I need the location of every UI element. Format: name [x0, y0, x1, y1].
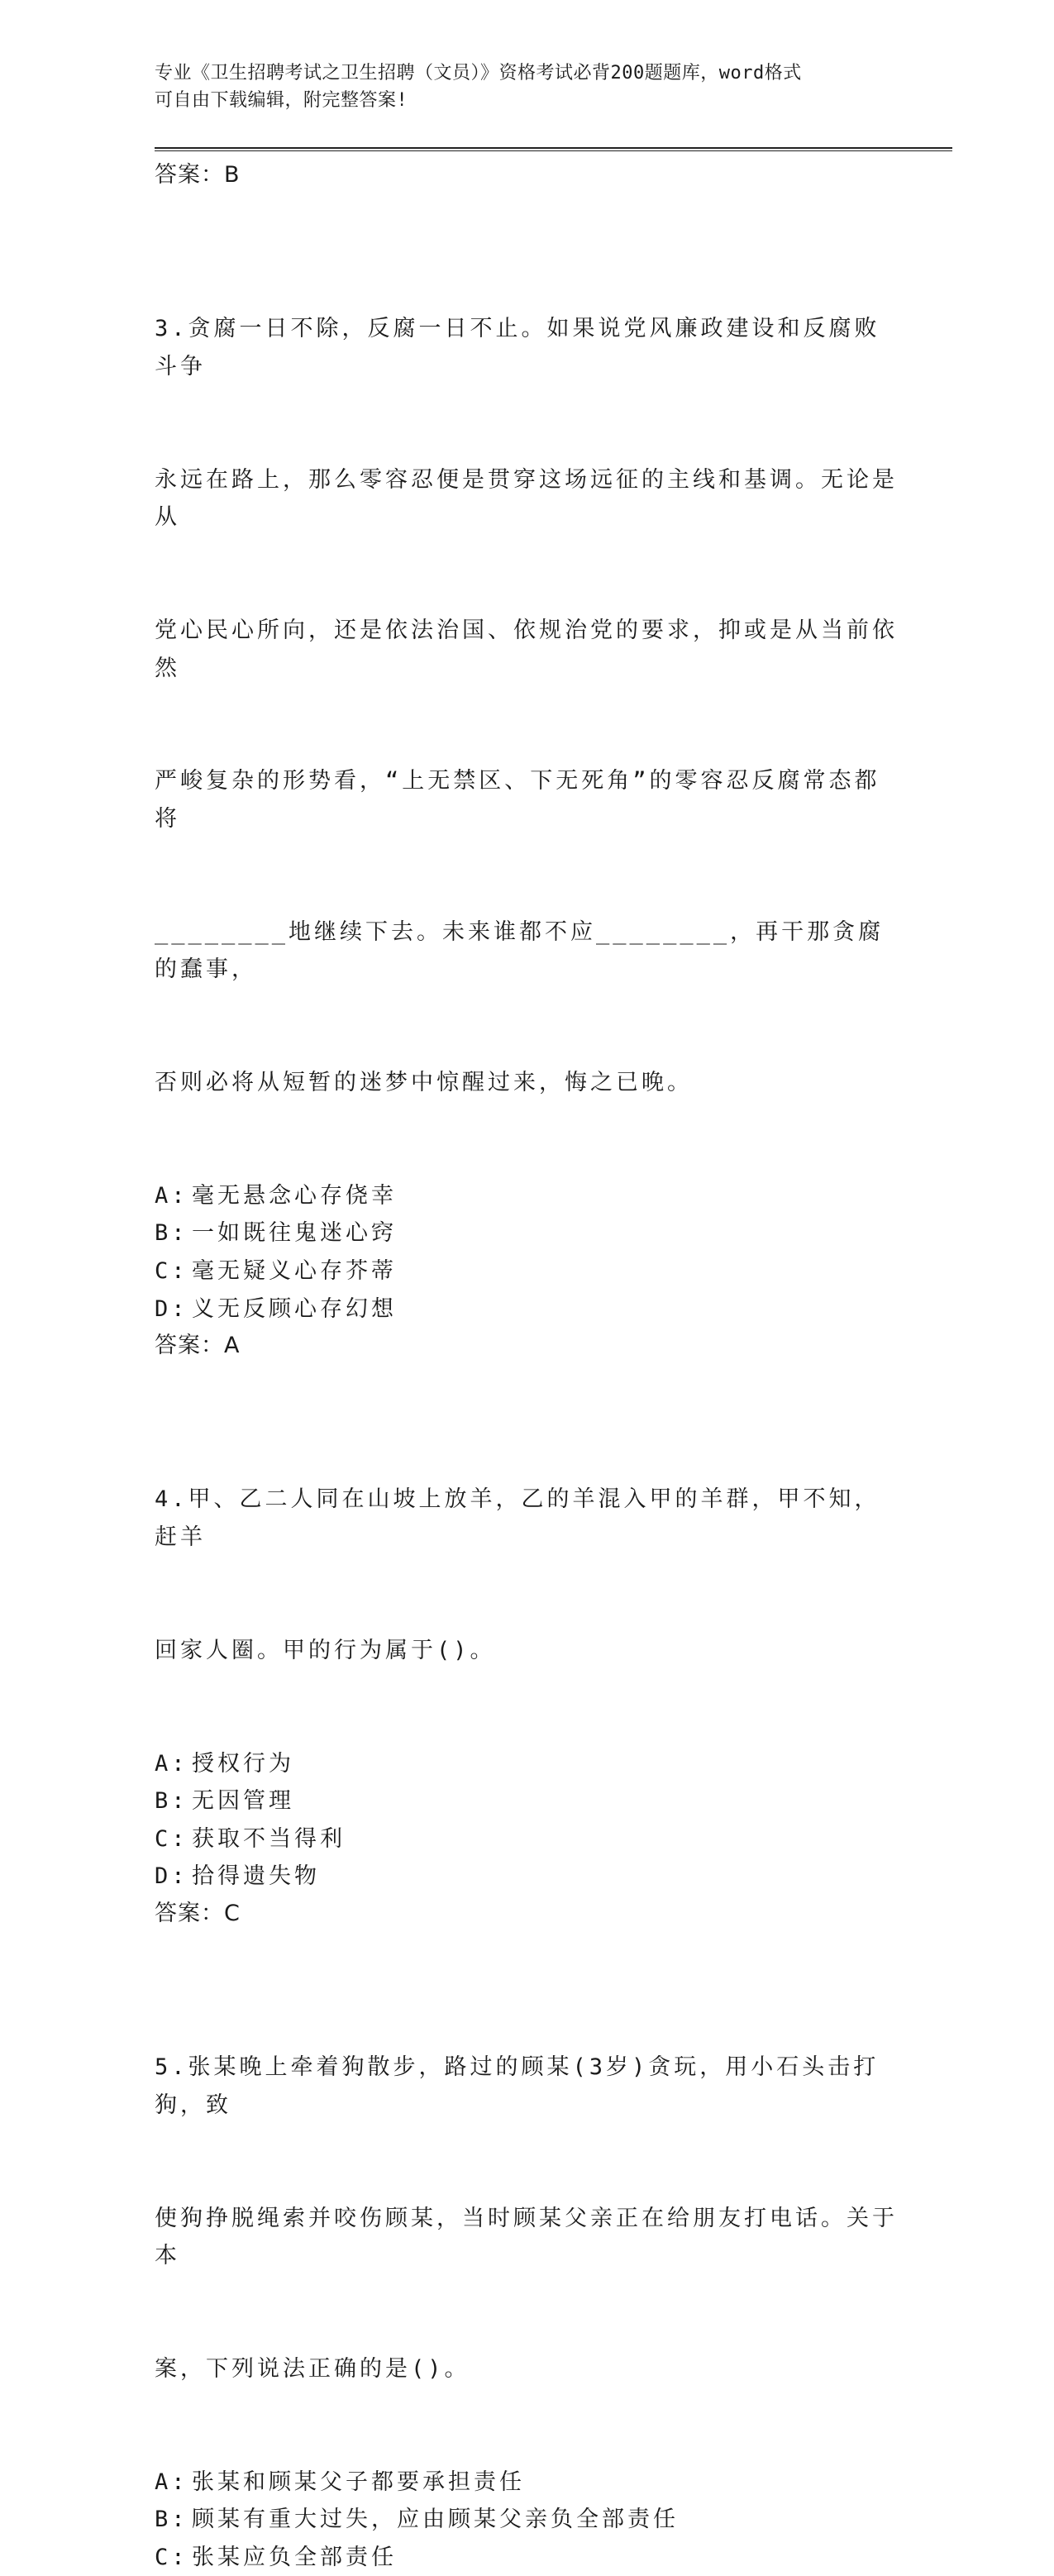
- option-b: [155, 2501, 899, 2539]
- question-3: [155, 235, 899, 1364]
- option-a: [155, 2464, 899, 2502]
- question-5: [155, 1973, 899, 2576]
- option-c: [155, 2539, 899, 2576]
- option-d: [155, 1290, 899, 1329]
- answer-line: 答案：A: [155, 1333, 241, 1359]
- option-letter: B:: [155, 1788, 188, 1815]
- stem-line: 3.贪腐一日不除，反腐一日不止。如果说党风廉政建设和反腐败斗争: [155, 316, 880, 379]
- option-b: [155, 1782, 899, 1820]
- header-divider: [155, 147, 952, 151]
- stem-line: 永远在路上，那么零容忍便是贯穿这场远征的主线和基调。无论是从: [155, 466, 898, 531]
- stem-line: 使狗挣脱绳索并咬伤顾某，当时顾某父亲正在给朋友打电话。关于本: [155, 2205, 898, 2269]
- stem-line: 4.甲、乙二人同在山坡上放羊，乙的羊混入甲的羊群，甲不知，赶羊: [155, 1486, 880, 1550]
- answer-line: 答案：B: [155, 162, 241, 188]
- option-text: 无因管理: [192, 1788, 294, 1815]
- option-c: [155, 1820, 899, 1858]
- option-letter: C:: [155, 2544, 188, 2570]
- stem-line: ________地继续下去。未来谁都不应________，再干那贪腐的蠢事，: [155, 918, 885, 983]
- question-stem: [155, 1973, 899, 2464]
- question-stem: [155, 1405, 899, 1744]
- stem-line: 5.张某晚上牵着狗散步，路过的顾某(3岁)贪玩，用小石头击打狗，致: [155, 2054, 880, 2118]
- option-letter: A:: [155, 2469, 188, 2495]
- option-letter: A:: [155, 1750, 188, 1777]
- option-letter: C:: [155, 1258, 188, 1285]
- option-a: [155, 1745, 899, 1783]
- page-header: [155, 60, 899, 114]
- option-text: 义无反顾心存幻想: [192, 1295, 397, 1322]
- option-c: [155, 1252, 899, 1290]
- header-line-1: 专业《卫生招聘考试之卫生招聘（文员）》资格考试必背200题题库，word格式: [155, 63, 802, 83]
- option-text: 张某应负全部责任: [192, 2544, 397, 2570]
- option-a: [155, 1177, 899, 1215]
- document-body: [155, 157, 899, 2576]
- option-text: 拾得遗失物: [192, 1863, 320, 1890]
- option-text: 获取不当得利: [192, 1825, 346, 1852]
- option-letter: D:: [155, 1863, 188, 1890]
- option-letter: B:: [155, 2507, 188, 2533]
- option-text: 张某和顾某父子都要承担责任: [192, 2469, 525, 2495]
- option-letter: B:: [155, 1220, 188, 1247]
- option-letter: A:: [155, 1182, 188, 1209]
- option-text: 授权行为: [192, 1750, 294, 1777]
- stem-line: 否则必将从短暂的迷梦中惊醒过来，悔之已晚。: [155, 1070, 693, 1096]
- stem-line: 案，下列说法正确的是()。: [155, 2355, 470, 2382]
- option-text: 一如既往鬼迷心窍: [192, 1220, 397, 1247]
- option-b: [155, 1214, 899, 1252]
- stem-line: 党心民心所向，还是依法治国、依规治党的要求，抑或是从当前依然: [155, 617, 898, 681]
- header-line-2: 可自由下载编辑，附完整答案!: [155, 90, 408, 111]
- option-letter: D:: [155, 1295, 188, 1322]
- option-text: 顾某有重大过失，应由顾某父亲负全部责任: [192, 2507, 679, 2533]
- option-d: [155, 1858, 899, 1896]
- answer-line: 答案：C: [155, 1900, 241, 1926]
- option-text: 毫无悬念心存侥幸: [192, 1182, 397, 1209]
- option-letter: C:: [155, 1825, 188, 1852]
- question-stem: [155, 235, 899, 1177]
- stem-line: 严峻复杂的形势看，“上无禁区、下无死角”的零容忍反腐常态都将: [155, 768, 880, 832]
- question-4: [155, 1405, 899, 1932]
- option-text: 毫无疑义心存芥蒂: [192, 1258, 397, 1285]
- stem-line: 回家人圈。甲的行为属于()。: [155, 1637, 496, 1663]
